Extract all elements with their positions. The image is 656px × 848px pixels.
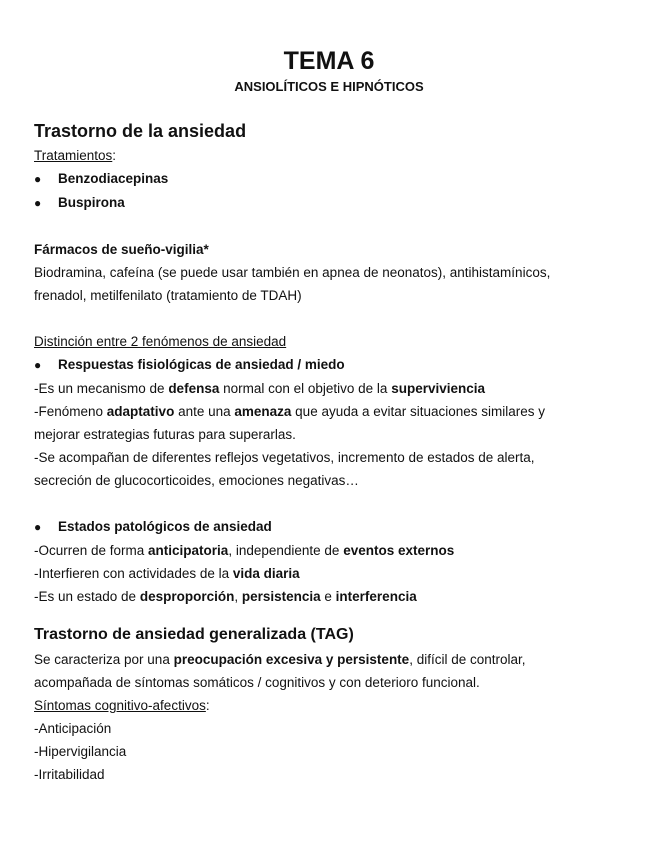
list-item [34,191,624,215]
paragraph-line: mejorar estrategias futuras para superarlas. [34,427,296,442]
paragraph-line: -Fenómeno adaptativo ante una amenaza que ayuda a evitar situaciones similares y [34,404,546,419]
bullet-heading: Estados patológicos de ansiedad [58,519,272,534]
bullet-heading: Respuestas fisiológicas de ansiedad / miedo [58,357,345,372]
bullet-icon: ● [34,196,42,210]
bullet-icon: ● [34,358,42,372]
paragraph-line: -Interfieren con actividades de la vida diaria [34,566,300,581]
treatments-label: Tratamientos [34,148,113,163]
section-heading-anxiety-disorder: Trastorno de la ansiedad [34,121,247,141]
section-heading-tag: Trastorno de ansiedad generalizada (TAG) [34,626,354,643]
list-item: -Anticipación [34,721,112,736]
list-item: -Hipervigilancia [34,744,127,759]
distinction-label: Distinción entre 2 fenómenos de ansiedad [34,334,287,349]
list-item: -Irritabilidad [34,767,105,782]
symptoms-label: Síntomas cognitivo-afectivos [34,698,206,713]
paragraph-line: frenadol, metilfenilato (tratamiento de TDAH) [34,288,302,303]
list-item [34,167,624,191]
treatments-label-line [34,144,624,167]
treatment-item: Benzodiacepinas [58,171,169,186]
sleep-drugs-heading: Fármacos de sueño-vigilia* [34,242,209,257]
paragraph-line: secreción de glucocorticoides, emociones negativas… [34,473,359,488]
bullet-icon: ● [34,520,42,534]
paragraph-line: -Ocurren de forma anticipatoria, independiente de eventos externos [34,543,455,558]
page-subtitle: ANSIOLÍTICOS E HIPNÓTICOS [234,79,424,94]
list-item [34,515,624,539]
paragraph-line: acompañada de síntomas somáticos / cognitivos y con deterioro funcional. [34,675,480,690]
paragraph-line: Se caracteriza por una preocupación excesiva y persistente, difícil de controlar, [34,652,526,667]
list-item [34,353,624,377]
paragraph-line: -Es un estado de desproporción, persistencia e interferencia [34,589,417,604]
paragraph-line: -Se acompañan de diferentes reflejos vegetativos, incremento de estados de alerta, [34,450,535,465]
paragraph-line: -Es un mecanismo de defensa normal con el objetivo de la superviviencia [34,381,486,396]
symptoms-label-line [34,694,624,717]
paragraph-line: Biodramina, cafeína (se puede usar también en apnea de neonatos), antihistamínicos, [34,265,551,280]
treatment-item: Buspirona [58,195,125,210]
document-page [34,44,624,786]
bullet-icon: ● [34,172,42,186]
treatments-colon: : [112,148,117,163]
page-title: TEMA 6 [283,47,375,75]
symptoms-colon: : [205,698,210,713]
